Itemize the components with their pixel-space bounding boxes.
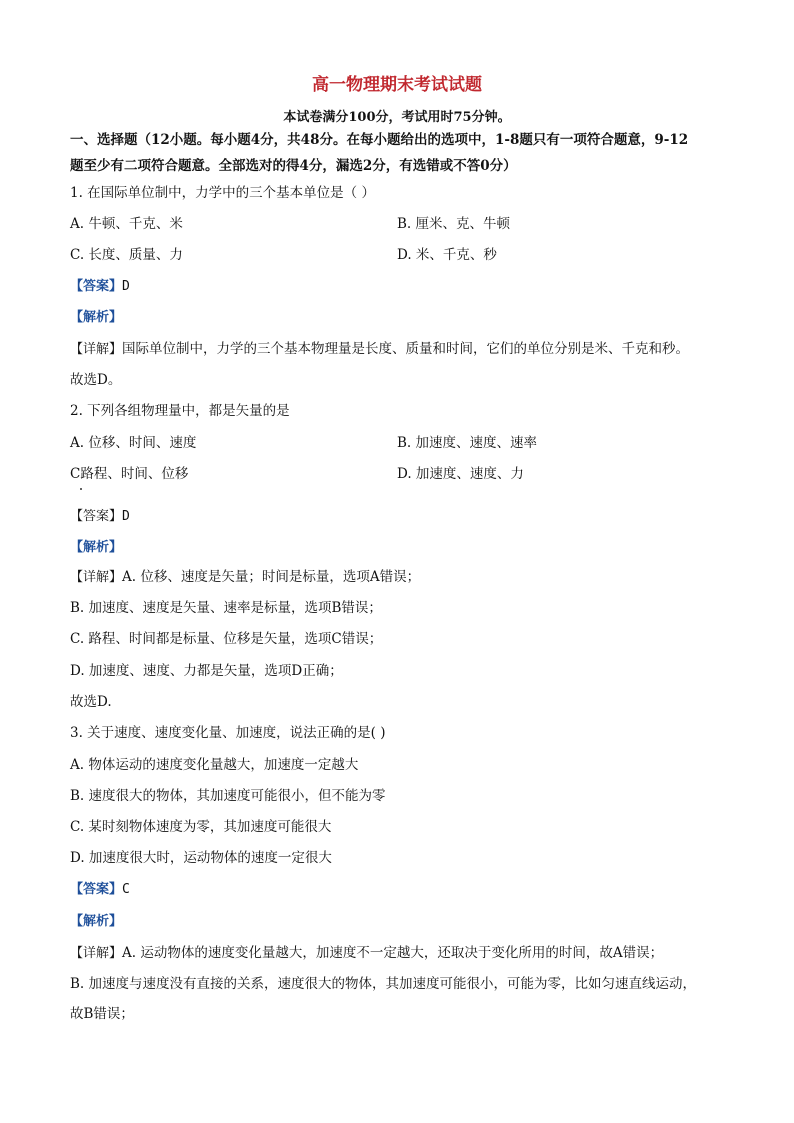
stray-dot-mark bbox=[80, 488, 82, 490]
q1-option-b: B. 厘米、克、牛顿 bbox=[397, 216, 511, 232]
analysis-label: 【解析】 bbox=[70, 540, 123, 555]
q2-analysis bbox=[70, 538, 122, 557]
q3-answer-value: C bbox=[122, 882, 130, 897]
q2-detail-a bbox=[70, 568, 420, 587]
detail-label: 【详解】 bbox=[70, 946, 123, 961]
section-instructions-line-2: 题至少有二项符合题意。全部选对的得4分，漏选2分，有选错或不答0分） bbox=[70, 158, 517, 174]
detail-label: 【详解】 bbox=[70, 570, 123, 585]
q3-analysis bbox=[70, 912, 122, 931]
q1-conclusion: 故选D。 bbox=[70, 372, 122, 388]
q3-detail-b: B. 加速度与速度没有直接的关系，速度很大的物体，其加速度可能很小，可能为零，比如匀速直线运动， bbox=[70, 976, 697, 992]
q2-stem: 2. 下列各组物理量中，都是矢量的是 bbox=[70, 403, 290, 419]
q3-option-c: C. 某时刻物体速度为零，其加速度可能很大 bbox=[70, 819, 332, 835]
q2-detail-c: C. 路程、时间都是标量、位移是矢量，选项C错误； bbox=[70, 631, 383, 647]
q1-detail-text: 国际单位制中，力学的三个基本物理量是长度、质量和时间，它们的单位分别是米、千克和秒。 bbox=[122, 341, 690, 357]
q2-detail-a-text: A. 位移、速度是矢量；时间是标量，选项A错误； bbox=[122, 569, 421, 585]
q3-answer bbox=[70, 880, 130, 899]
q2-conclusion: 故选D. bbox=[70, 694, 112, 710]
q2-answer bbox=[70, 507, 130, 526]
q1-detail bbox=[70, 340, 689, 359]
q1-analysis bbox=[70, 308, 122, 327]
q3-option-d: D. 加速度很大时，运动物体的速度一定很大 bbox=[70, 850, 332, 866]
section-instructions-line-1: 一、选择题（12小题。每小题4分，共48分。在每小题给出的选项中，1-8题只有一项符合题意，9-12 bbox=[70, 132, 689, 148]
q2-option-b: B. 加速度、速度、速率 bbox=[397, 435, 538, 451]
q1-option-a: A. 牛顿、千克、米 bbox=[70, 216, 183, 232]
analysis-label: 【解析】 bbox=[70, 310, 123, 325]
q3-option-b: B. 速度很大的物体，其加速度可能很小，但不能为零 bbox=[70, 788, 386, 804]
answer-label: 【答案】 bbox=[70, 509, 123, 524]
q3-detail-c: 故B错误； bbox=[70, 1006, 134, 1022]
q3-detail-a-text: A. 运动物体的速度变化量越大，加速度不一定越大，还取决于变化所用的时间，故A错误； bbox=[122, 945, 664, 961]
q2-answer-value: D bbox=[122, 509, 130, 524]
q2-detail-d: D. 加速度、速度、力都是矢量，选项D正确； bbox=[70, 663, 343, 679]
q1-answer-value: D bbox=[122, 279, 130, 294]
q2-option-c: C路程、时间、位移 bbox=[70, 466, 189, 482]
answer-label: 【答案】 bbox=[70, 279, 123, 294]
q3-option-a: A. 物体运动的速度变化量越大，加速度一定越大 bbox=[70, 757, 359, 773]
q2-detail-b: B. 加速度、速度是矢量、速率是标量，选项B错误； bbox=[70, 600, 382, 616]
q3-stem: 3. 关于速度、速度变化量、加速度，说法正确的是( ) bbox=[70, 725, 386, 741]
answer-label: 【答案】 bbox=[70, 882, 123, 897]
q1-option-c: C. 长度、质量、力 bbox=[70, 247, 183, 263]
q2-option-d: D. 加速度、速度、力 bbox=[397, 466, 524, 482]
q3-detail-a bbox=[70, 944, 663, 963]
q1-answer bbox=[70, 277, 130, 296]
detail-label: 【详解】 bbox=[70, 342, 123, 357]
analysis-label: 【解析】 bbox=[70, 914, 123, 929]
exam-subtitle: 本试卷满分100分，考试用时75分钟。 bbox=[283, 110, 511, 125]
exam-title: 高一物理期末考试试题 bbox=[312, 75, 482, 95]
q1-option-d: D. 米、千克、秒 bbox=[397, 247, 497, 263]
q2-option-a: A. 位移、时间、速度 bbox=[70, 435, 197, 451]
q1-stem: 1. 在国际单位制中，力学中的三个基本单位是（ ） bbox=[70, 185, 375, 201]
